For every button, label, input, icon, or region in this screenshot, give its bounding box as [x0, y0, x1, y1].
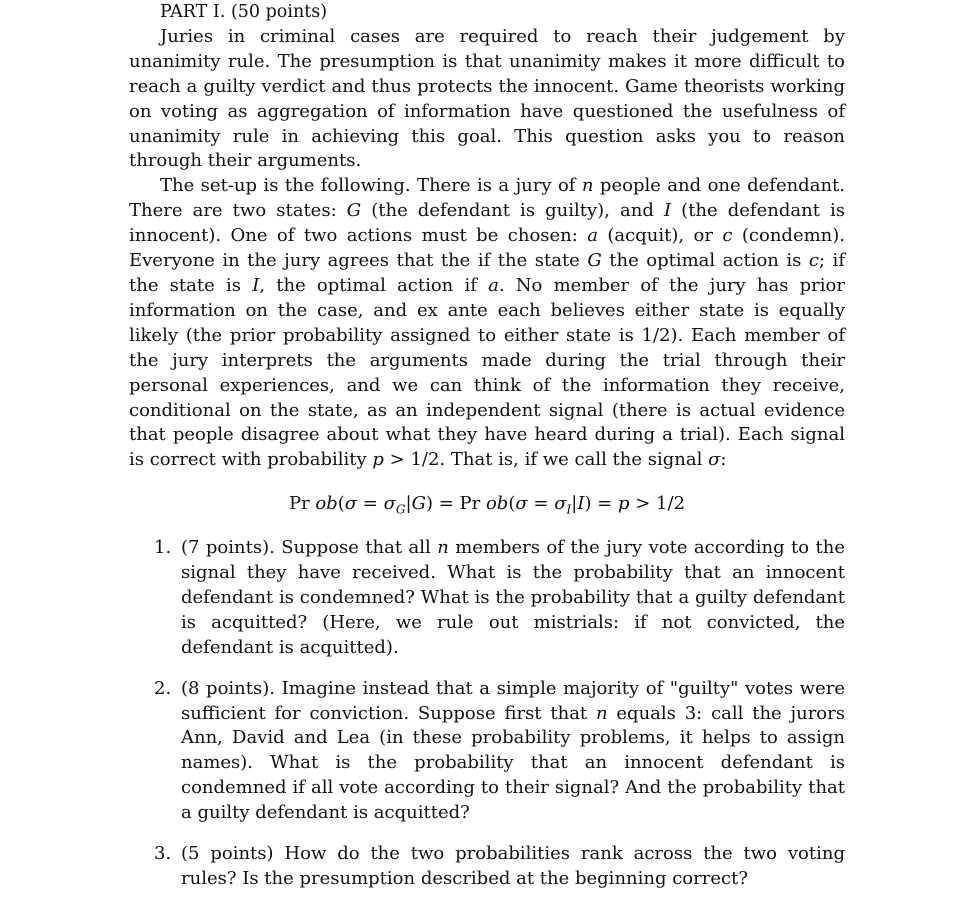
question-item: 3. (5 points) How do the two probabilities rank across the two voting rules? Is the presumption described at the beginning correct?: [154, 843, 845, 889]
question-item: 2. (8 points). Imagine instead that a simple majority of "guilty" votes were sufficient for conviction. Suppose first that n equals 3: call the jurors Ann, David and Lea (in these probability problems, it helps to assign names). What is the probability that an innocent defendant is condemned if all vote according to their signal? And the probability that a guilty defendant is acquitted?: [154, 677, 845, 824]
question-number: 3.: [154, 843, 172, 865]
part-title: PART I. (50 points): [160, 2, 328, 22]
question-list: [129, 536, 845, 892]
question-number: 2.: [154, 677, 172, 699]
document-page: [129, 0, 845, 908]
probability-equation: Pr $ob(\sigma = \sigma_G|G) = Pr$ $ob(\sigma = \sigma_I|I) = p > 1/2$: [288, 493, 686, 517]
intro-paragraph-1: Juries in criminal cases are required to reach their judgement by unanimity rule. The presumption is that unanimity makes it more difficult to reach a guilty verdict and thus protects the innocent. Game theorists working on voting as aggregation of information have questioned the usefulness of unanimity rule in achieving this goal. This question asks you to reason through their arguments.: [129, 25, 845, 172]
question-item: 1. (7 points). Suppose that all n members of the jury vote according to the signal they have received. What is the probability that an innocent defendant is condemned? What is the probability that a guilty defendant is acquitted? (Here, we rule out mistrials: if not convicted, the defendant is acquitted).: [154, 537, 845, 658]
question-number: 1.: [154, 537, 172, 559]
intro-paragraph-2: The set-up is the following. There is a jury of n people and one defendant. There are two states: G (the defendant is guilty), and I (the defendant is innocent). One of two actions must be chosen: a (acquit), or c (condemn). Everyone in the jury agrees that the if the state G the optimal action is c; if the state is I, the optimal action if a. No member of the jury has prior information on the case, and ex ante each believes either state is equally likely (the prior probability assigned to either state is 1/2). Each member of the jury interprets the arguments made during the trial through their personal experiences, and we can think of the information they receive, conditional on the state, as an independent signal (there is actual evidence that people disagree about what they have heard during a trial). Each signal is correct with probability p > 1/2. That is, if we call the signal σ:: [129, 175, 846, 471]
